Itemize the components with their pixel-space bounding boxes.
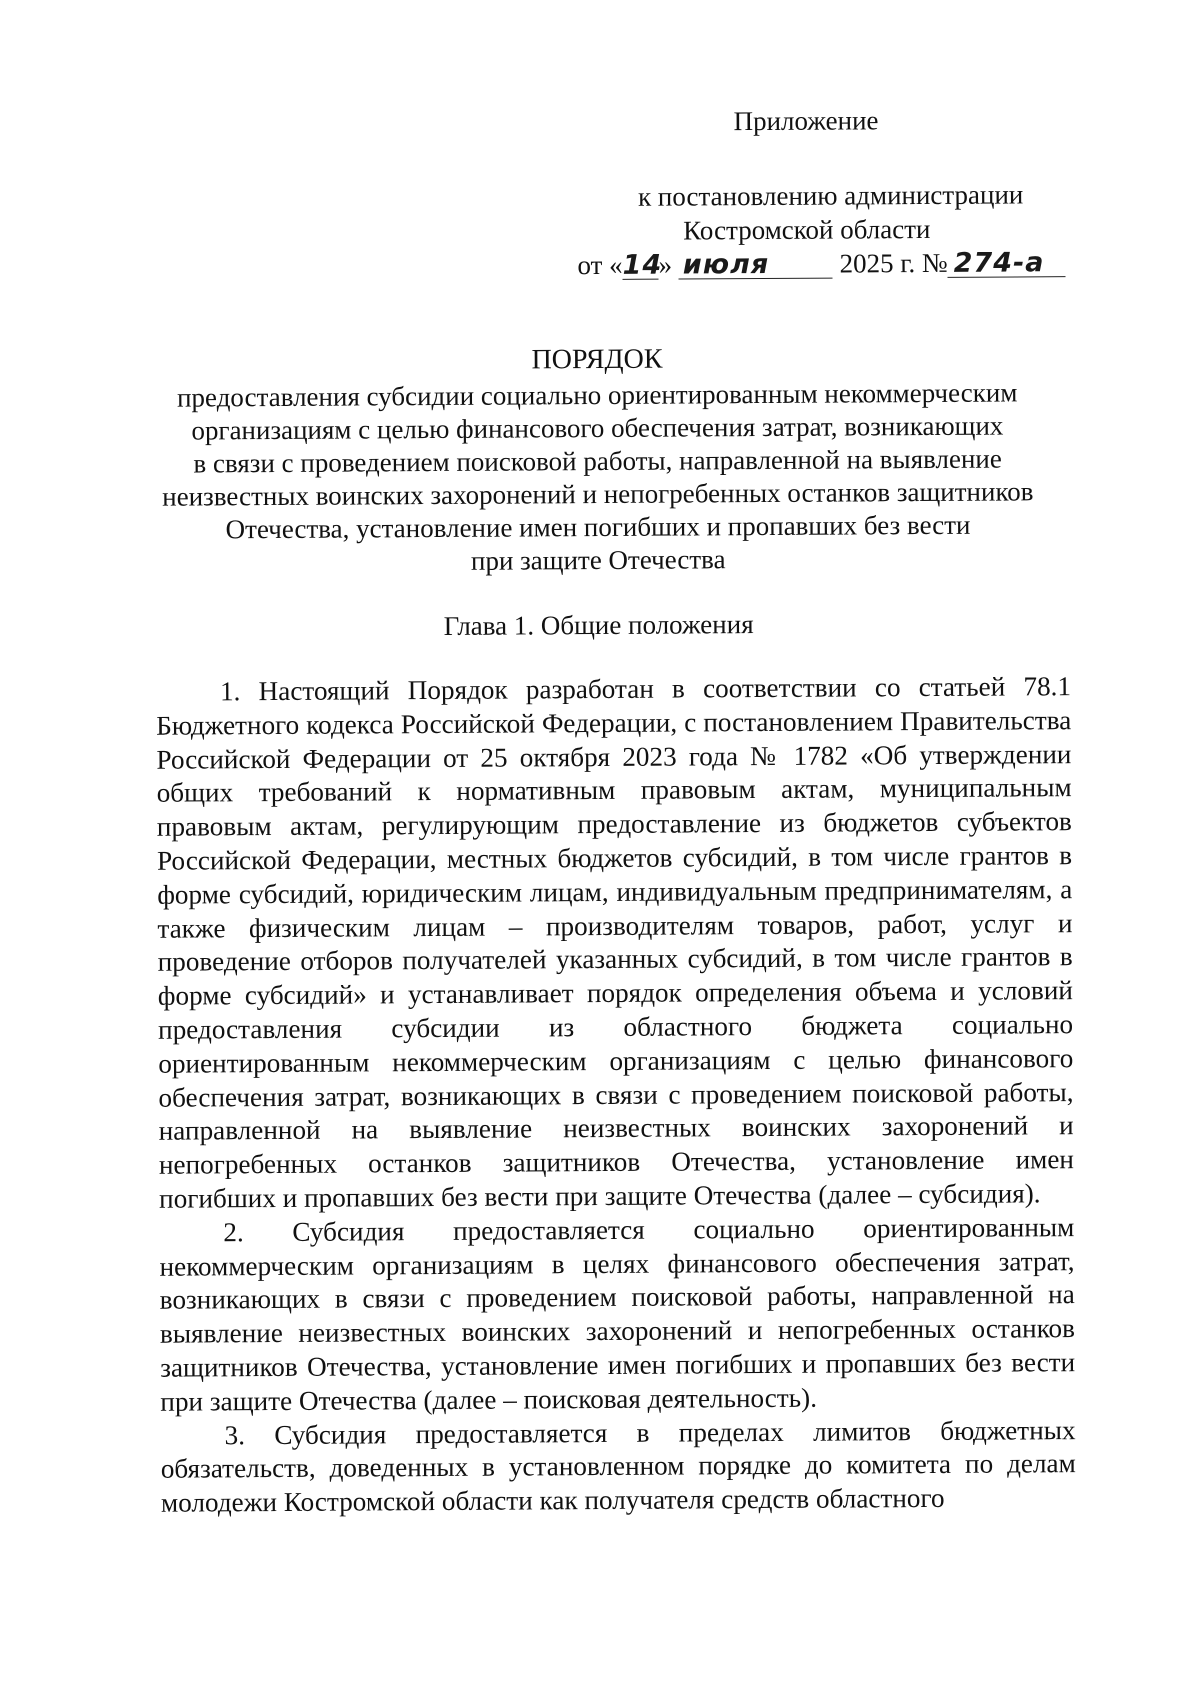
body-text — [156, 670, 1076, 1520]
date-prefix: от « — [577, 249, 623, 281]
appendix-heading: Приложение — [733, 105, 879, 137]
header-region-line: Костромской области — [683, 213, 931, 246]
header-resolution-line: к постановлению администрации — [637, 179, 1024, 212]
subtitle-line: неизвестных воинских захоронений и непогребенных останков защитников — [162, 476, 1034, 512]
header-date-line — [577, 247, 1065, 281]
subtitle-line: организациям с целью финансового обеспечения затрат, возникающих — [191, 410, 1004, 446]
subtitle-line: предоставления субсидии социально ориентированным некоммерческим — [176, 377, 1018, 413]
date-year-number-label: 2025 г. № — [839, 247, 948, 279]
date-day-handwritten: 14 — [622, 249, 663, 281]
paragraph-3: 3. Субсидия предоставляется в пределах лимитов бюджетных обязательств, доведенных в установленном порядке до комитета по делам молодежи Костромской области как получателя средств областного — [160, 1414, 1076, 1518]
date-mid: » — [658, 249, 673, 280]
paragraph-1: 1. Настоящий Порядок разработан в соответствии со статьей 78.1 Бюджетного кодекса Российской Федерации, с постановлением Правительства Российской Федерации от 25 октября 2023 года № 1782 «Об утверждении общих требований к нормативным правовым актам, муниципальным правовым актам, регулирующим предоставление из бюджетов субъектов Российской Федерации, местных бюджетов субсидий, в том числе грантов в форме субсидий, юридическим лицам, индивидуальным предпринимателям, а также физическим лицам – производителям товаров, работ, услуг и проведение отборов получателей указанных субсидий, в том числе грантов в форме субсидий» и устанавливает порядок определения объема и условий предоставления субсидии из областного бюджета социально ориентированным некоммерческим организациям с целью финансового обеспечения затрат, возникающих в связи с проведением поисковой работы, направленной на выявление неизвестных воинских захоронений и непогребенных останков защитников Отечества, установление имен погибших и пропавших без вести при защите Отечества (далее – субсидия). — [156, 671, 1074, 1214]
paragraph-2: 2. Субсидия предоставляется социально ориентированным некоммерческим организациям в целях финансового обеспечения затрат, возникающих в связи с проведением поисковой работы, направленной на выявление неизвестных воинских захоронений и непогребенных останков защитников Отечества, установление имен погибших и пропавших без вести при защите Отечества (далее – поисковая деятельность). — [159, 1211, 1076, 1417]
chapter-heading: Глава 1. Общие положения — [443, 609, 754, 641]
date-month-handwritten: июля — [679, 252, 833, 280]
subtitle-line: Отечества, установление имен погибших и пропавших без вести — [225, 509, 971, 545]
subtitle-line: в связи с проведением поисковой работы, направленной на выявление — [193, 443, 1002, 479]
document-number-handwritten: 274-а — [948, 250, 1066, 278]
document-title: ПОРЯДОК — [531, 343, 663, 376]
subtitle-line: при защите Отечества — [470, 544, 726, 576]
